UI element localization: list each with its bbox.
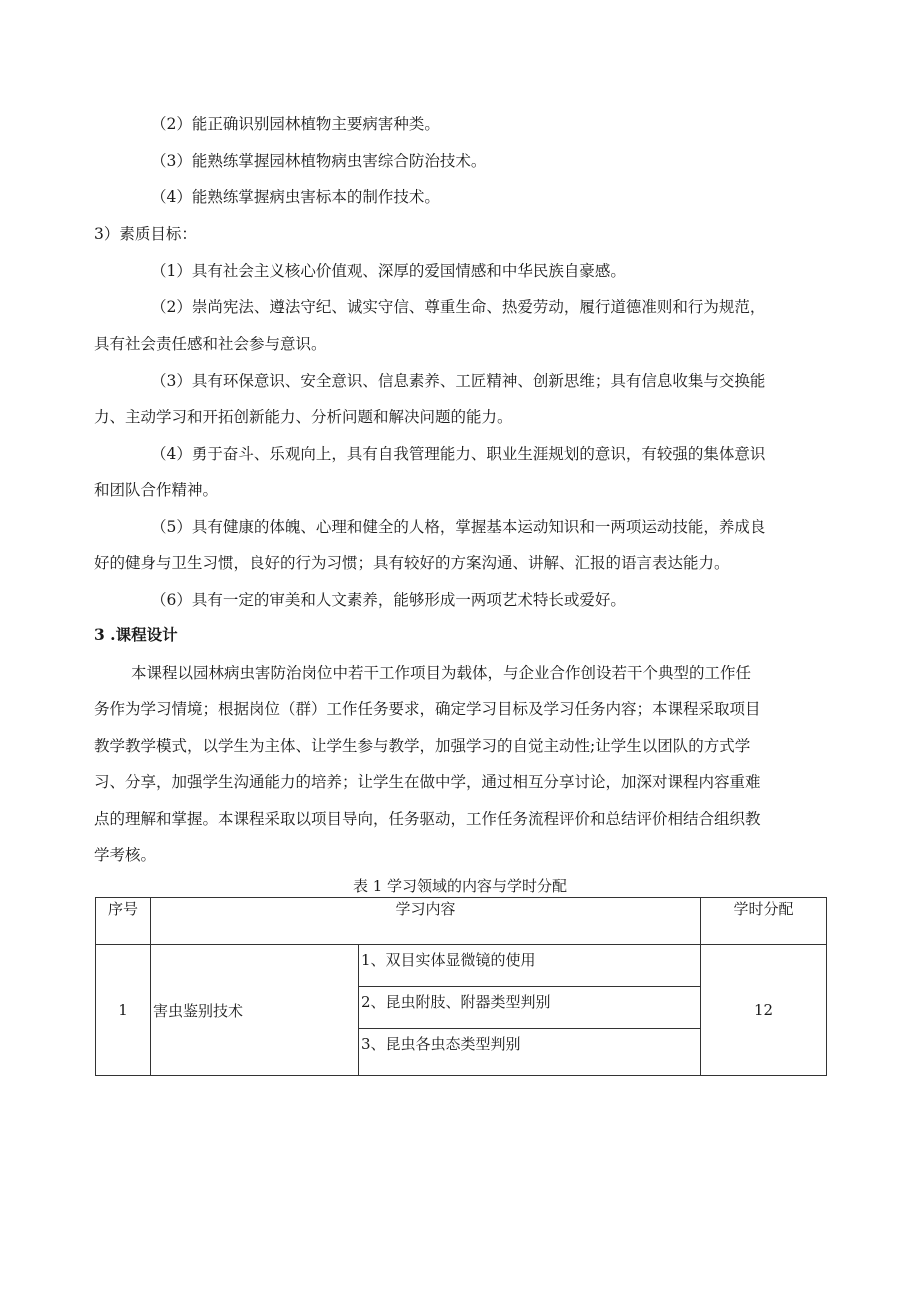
row-hours: 12 <box>701 945 827 1076</box>
content-item: 1、双目实体显微镜的使用 <box>359 945 700 987</box>
course-design-paragraph-line: 点的理解和掌握。本课程采取以项目导向，任务驱动，工作任务流程评价和总结评价相结合组织教 <box>94 810 761 828</box>
table-row <box>96 945 827 1076</box>
quality-item-6: （6）具有一定的审美和人文素养，能够形成一两项艺术特长或爱好。 <box>151 591 626 609</box>
table-caption: 表 1 学习领域的内容与学时分配 <box>352 877 568 895</box>
quality-item-1: （1）具有社会主义核心价值观、深厚的爱国情感和中华民族自豪感。 <box>151 262 626 280</box>
quality-item-4-line-2: 和团队合作精神。 <box>94 481 219 499</box>
course-design-paragraph-line: 习、分享，加强学生沟通能力的培养；让学生在做中学，通过相互分享讨论，加深对课程内容重难 <box>94 773 761 791</box>
table-header-row <box>96 898 827 945</box>
content-item: 2、昆虫附肢、附器类型判别 <box>359 987 700 1029</box>
quality-item-2-line-2: 具有社会责任感和社会参与意识。 <box>94 335 327 353</box>
quality-item-2-line-1: （2）崇尚宪法、遵法守纪、诚实守信、尊重生命、热爱劳动，履行道德准则和行为规范， <box>151 298 766 316</box>
quality-item-3-line-2: 力、主动学习和开拓创新能力、分析问题和解决问题的能力。 <box>94 408 513 426</box>
quality-item-3-line-1: （3）具有环保意识、安全意识、信息素养、工匠精神、创新思维；具有信息收集与交换能 <box>151 372 766 390</box>
skill-item-3: （3）能熟练掌握园林植物病虫害综合防治技术。 <box>151 152 487 170</box>
header-hours: 学时分配 <box>701 898 827 945</box>
course-design-paragraph-line: 教学教学模式，以学生为主体、让学生参与教学，加强学习的自觉主动性;让学生以团队的方式学 <box>94 737 751 755</box>
learning-content-table <box>95 897 827 1076</box>
course-design-heading: 3 .课程设计 <box>94 625 178 644</box>
course-design-paragraph-line: 务作为学习情境；根据岗位（群）工作任务要求，确定学习目标及学习任务内容；本课程采取项目 <box>94 700 761 718</box>
skill-item-4: （4）能熟练掌握病虫害标本的制作技术。 <box>151 188 440 206</box>
header-seq: 序号 <box>96 898 151 945</box>
row-seq: 1 <box>96 945 151 1076</box>
row-items <box>359 945 701 1076</box>
quality-item-5-line-1: （5）具有健康的体魄、心理和健全的人格，掌握基本运动知识和一两项运动技能，养成良 <box>151 518 766 536</box>
course-design-paragraph-line: 本课程以园林病虫害防治岗位中若干工作项目为载体，与企业合作创设若干个典型的工作任 <box>131 664 752 682</box>
quality-item-5-line-2: 好的健身与卫生习惯，良好的行为习惯；具有较好的方案沟通、讲解、汇报的语言表达能力。 <box>94 554 730 572</box>
quality-item-4-line-1: （4）勇于奋斗、乐观向上，具有自我管理能力、职业生涯规划的意识，有较强的集体意识 <box>151 445 766 463</box>
course-design-paragraph-line: 学考核。 <box>94 846 157 864</box>
row-name: 害虫鉴别技术 <box>151 945 359 1076</box>
content-item: 3、昆虫各虫态类型判别 <box>361 1035 521 1053</box>
quality-heading: 3）素质目标： <box>94 225 197 243</box>
header-content: 学习内容 <box>151 898 701 945</box>
skill-item-2: （2）能正确识别园林植物主要病害种类。 <box>151 115 440 133</box>
